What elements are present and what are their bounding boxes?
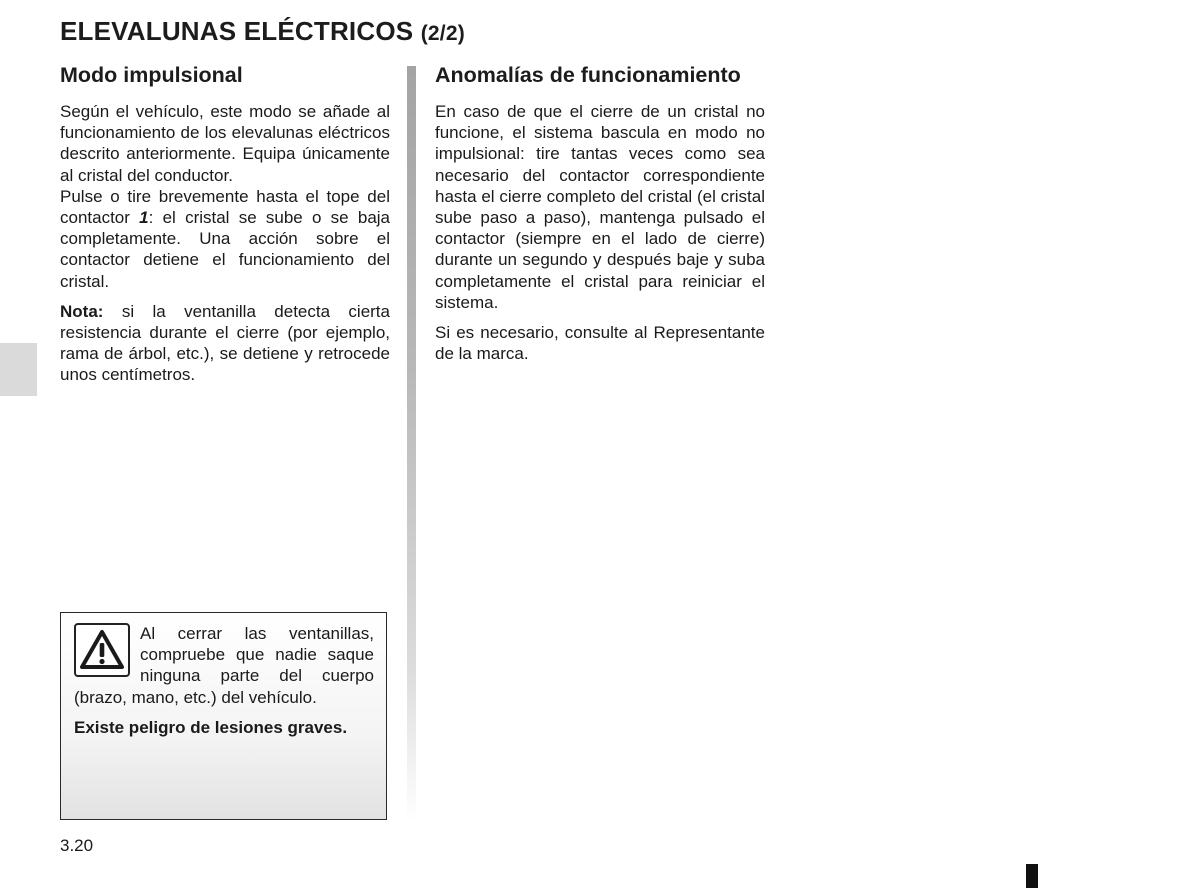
switch-reference: 1 (139, 208, 149, 228)
warning-triangle-icon (74, 623, 130, 677)
paragraph-malfunction-procedure: En caso de que el cierre de un cristal no funcione, el sistema bascula en modo no impulsional: tire tantas veces como sea necesario del contactor correspondiente hasta el cierre completo del cristal (el cristal sube paso a paso), mantenga pulsado el contactor (siempre en el lado de cierre) durante un segundo y después baje y suba completamente el cristal para reiniciar el sistema. (435, 102, 765, 312)
page-corner-marker (1026, 864, 1038, 888)
warning-emphasis: Existe peligro de lesiones graves. (74, 717, 348, 737)
section-heading-malfunctions: Anomalías de funcionamiento (435, 63, 741, 87)
paragraph-impulse-intro: Según el vehículo, este modo se añade al funcionamiento de los elevalunas eléctricos descrito anteriormente. Equipa únicamente al cristal del conductor. (60, 102, 390, 185)
paragraph-impulse-operation (60, 186, 390, 292)
paragraph-note (60, 301, 390, 386)
paragraph-consult-dealer: Si es necesario, consulte al Representante de la marca. (435, 323, 765, 364)
note-label: Nota: (60, 301, 104, 321)
left-column (60, 60, 390, 395)
page-title-text: ELEVALUNAS ELÉCTRICOS (60, 16, 414, 46)
section-heading-impulse-mode: Modo impulsional (60, 63, 243, 87)
right-column (435, 60, 765, 373)
note-text: si la ventanilla detecta cierta resistencia durante el cierre (por ejemplo, rama de árbol, etc.), se detiene y retrocede unos centímetros. (60, 301, 390, 385)
page-title (60, 16, 465, 47)
page-number: 3.20 (60, 836, 94, 855)
page-title-suffix: (2/2) (420, 22, 465, 45)
paragraph-text: Pulse o tire brevemente hasta el tope del contactor (60, 186, 390, 228)
paragraph-text: : el cristal se sube o se baja completamente. Una acción sobre el contactor detiene el funcionamiento del cristal. (60, 208, 390, 291)
chapter-tab (0, 343, 37, 396)
warning-box (60, 612, 387, 820)
warning-text: Al cerrar las ventanillas, compruebe que nadie saque ninguna parte del cuerpo (brazo, mano, etc.) del vehículo. (74, 624, 374, 707)
column-divider (407, 66, 416, 821)
